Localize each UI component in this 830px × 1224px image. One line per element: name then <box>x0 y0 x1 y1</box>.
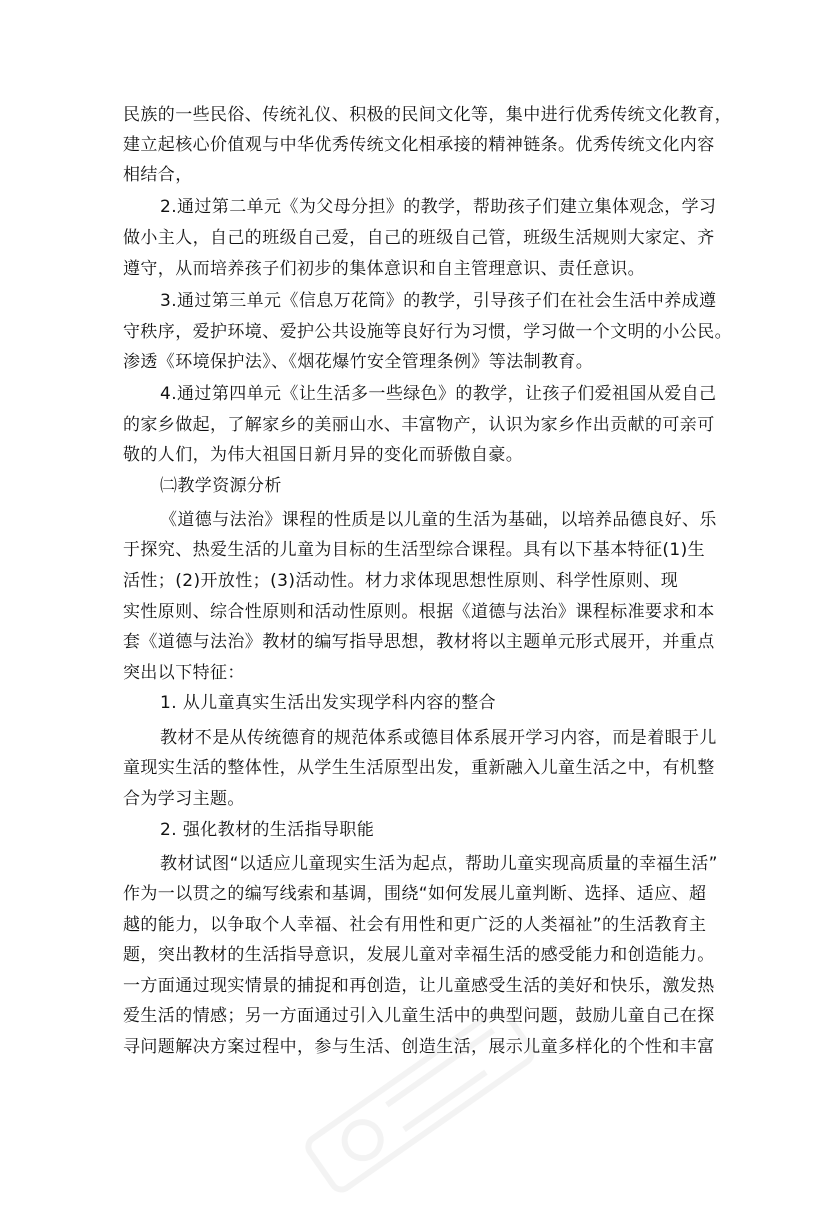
text-line: 于探究、热爱生活的儿童为目标的生活型综合课程。具有以下基本特征(1)生 <box>123 540 706 560</box>
text-line: 实性原则、综合性原则和活动性原则。根据《道德与法治》课程标准要求和本 <box>123 602 715 622</box>
text-line: 做小主人，自己的班级自己爱，自己的班级自己管，班级生活规则大家定、齐 <box>123 228 715 248</box>
subheading: 2. 强化教材的生活指导职能 <box>160 820 375 840</box>
text-line: 民族的一些民俗、传统礼仪、积极的民间文化等，集中进行优秀传统文化教育， <box>123 105 732 125</box>
text-line: 童现实生活的整体性，从学生生活原型出发，重新融入儿童生活之中，有机整 <box>123 758 715 778</box>
text-line: 题，突出教材的生活指导意识，发展儿童对幸福生活的感受能力和创造能力。 <box>123 945 715 965</box>
subheading: 1. 从儿童真实生活出发实现学科内容的整合 <box>160 693 497 713</box>
text-line: 教材不是从传统德育的规范体系或德目体系展开学习内容，而是着眼于儿 <box>160 728 717 748</box>
text-line: 突出以下特征： <box>123 663 245 683</box>
text-line: 建立起核心价值观与中华优秀传统文化相承接的精神链条。优秀传统文化内容 <box>123 135 715 155</box>
text-line: 守秩序，爱护环境、爱护公共设施等良好行为习惯，学习做一个文明的小公民。 <box>123 322 732 342</box>
text-line: 教材试图“以适应儿童现实生活为起点，帮助儿童实现高质量的幸福生活” <box>160 854 718 874</box>
text-line: 敬的人们，为伟大祖国日新月异的变化而骄傲自豪。 <box>123 445 524 465</box>
text-line: 遵守，从而培养孩子们初步的集体意识和自主管理意识、责任意识。 <box>123 259 645 279</box>
text-line: 一方面通过现实情景的捕捉和再创造，让儿童感受生活的美好和快乐，激发热 <box>123 976 715 996</box>
text-line: 套《道德与法治》教材的编写指导思想，教材将以主题单元形式展开，并重点 <box>123 632 715 652</box>
text-line: 活性；(2)开放性；(3)活动性。材力求体现思想性原则、科学性原则、现 <box>123 571 679 591</box>
text-line: 渗透《环境保护法》、《烟花爆竹安全管理条例》等法制教育。 <box>123 352 594 372</box>
text-line: 寻问题解决方案过程中，参与生活、创造生活，展示儿童多样化的个性和丰富 <box>123 1037 715 1057</box>
text-line: 的家乡做起，了解家乡的美丽山水、丰富物产，认识为家乡作出贡献的可亲可 <box>123 415 715 435</box>
text-line: 4.通过第四单元《让生活多一些绿色》的教学，让孩子们爱祖国从爱自己 <box>160 384 717 404</box>
text-line: 合为学习主题。 <box>123 789 245 809</box>
text-line: 相结合， <box>123 165 193 185</box>
text-line: 《道德与法治》课程的性质是以儿童的生活为基础，以培养品德良好、乐 <box>160 510 717 530</box>
text-line: 越的能力，以争取个人幸福、社会有用性和更广泛的人类福祉”的生活教育主 <box>123 915 707 935</box>
text-line: 爱生活的情感；另一方面通过引入儿童生活中的典型问题，鼓励儿童自己在探 <box>123 1006 715 1026</box>
text-line: 2.通过第二单元《为父母分担》的教学，帮助孩子们建立集体观念，学习 <box>160 197 717 217</box>
section-heading: ㈡教学资源分析 <box>160 476 282 496</box>
text-line: 作为一以贯之的编写线索和基调，围绕“如何发展儿童判断、选择、适应、超 <box>123 884 707 904</box>
text-line: 3.通过第三单元《信息万花筒》的教学，引导孩子们在社会生活中养成遵 <box>160 291 717 311</box>
